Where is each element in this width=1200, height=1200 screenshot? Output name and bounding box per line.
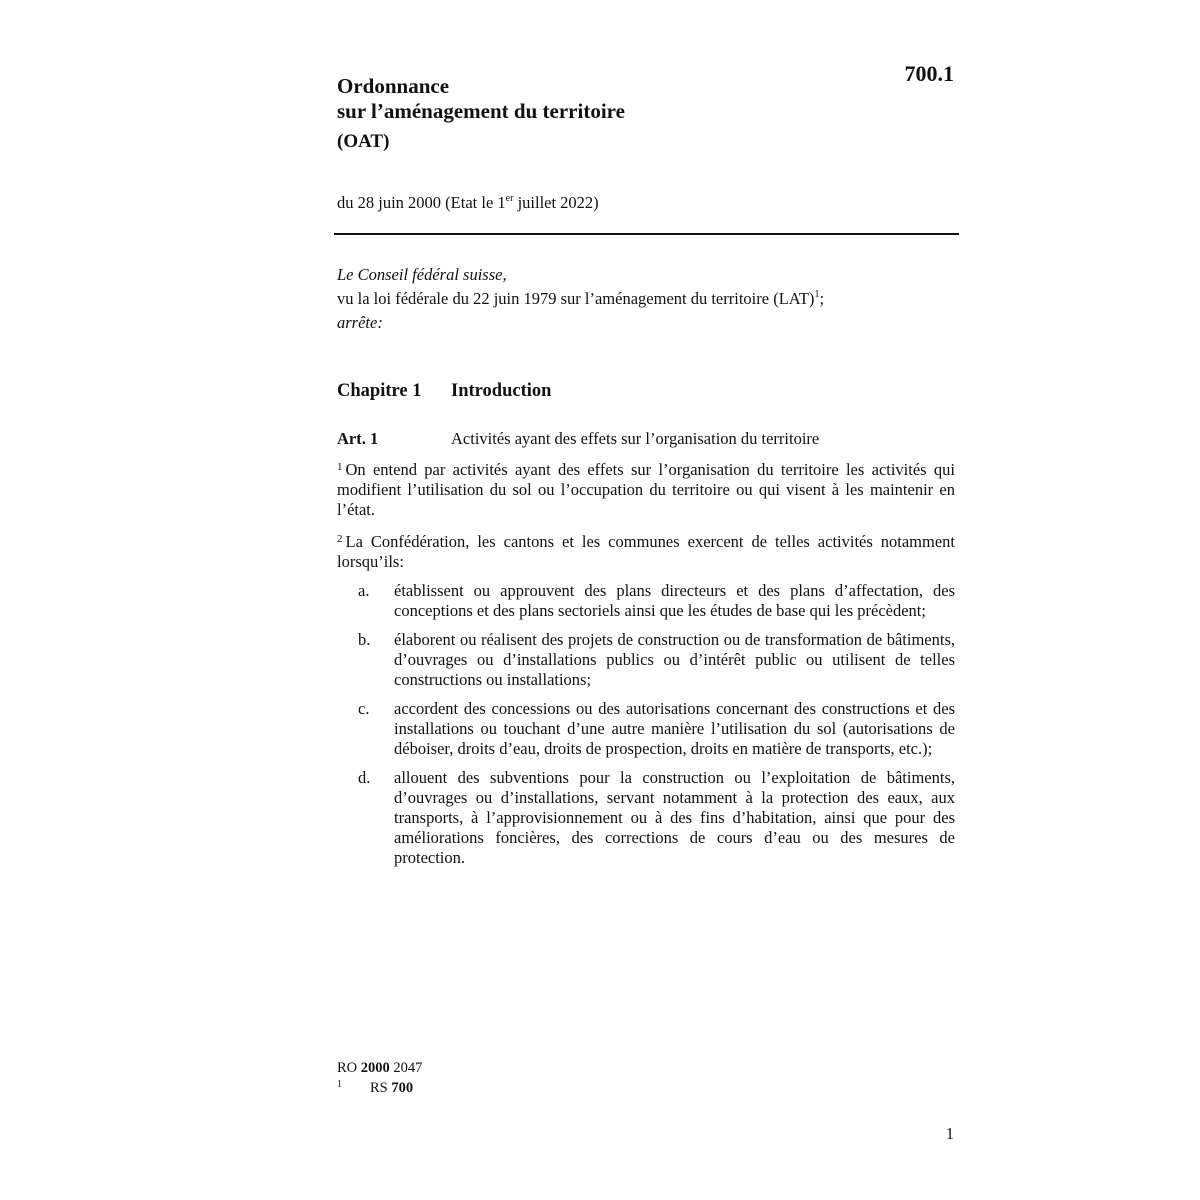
preamble-basis-end: ;	[819, 289, 825, 308]
document-date	[337, 192, 599, 214]
footnote-ref-1[interactable]: 1	[814, 288, 820, 300]
paragraph-1	[337, 457, 955, 520]
paragraph-number: 2	[337, 533, 343, 545]
article-label: Art. 1	[337, 429, 379, 448]
date-prefix: du 28 juin 2000 (Etat le 1	[337, 193, 506, 212]
footnote-number: 1	[337, 1079, 342, 1090]
document-number: 700.1	[904, 61, 954, 86]
paragraph-text: On entend par activités ayant des effets sur l’organisation du territoire les activités qui modifient l’utilisation du sol ou l’occupation du territoire ou qui visent à les maintenir en l’état.	[337, 460, 955, 519]
article-title: Activités ayant des effets sur l’organisation du territoire	[451, 429, 820, 448]
item-text: accordent des concessions ou des autorisations concernant des constructions et des installations ou touchant d’une autre manière l’utilisation du sol (autorisations de déboiser, droits d’eau, droits de prospection, droits en matière de transports, etc.);	[394, 699, 955, 758]
item-letter: a.	[358, 581, 370, 600]
item-letter: d.	[358, 768, 371, 787]
paragraph-number: 1	[337, 461, 343, 473]
paragraph-text: La Confédération, les cantons et les communes exercent de telles activités notamment lorsqu’ils:	[337, 532, 955, 571]
chapter-title: Introduction	[451, 381, 552, 401]
item-text: allouent des subventions pour la construction ou l’exploitation de bâtiments, d’ouvrages ou d’installations, servant notamment à la protection des eaux, aux transports, à l’approvisionnement ou à des fins d’habitation, ainsi que pour des améliorations foncières, des corrections de cours d’eau ou des mesures de protection.	[394, 768, 955, 867]
item-text: établissent ou approuvent des plans directeurs et des plans d’affectation, des conceptions et des plans sectoriels ainsi que les études de base qui les précèdent;	[394, 581, 955, 620]
paragraph-2	[337, 529, 955, 572]
chapter-heading	[337, 378, 551, 404]
footnote-prefix: RS	[370, 1080, 388, 1096]
preamble-decree: arrête:	[337, 313, 383, 332]
header-divider	[334, 233, 959, 235]
document-title	[337, 74, 625, 154]
list-item	[337, 699, 955, 759]
preamble-basis-text: vu la loi fédérale du 22 juin 1979 sur l’aménagement du territoire (LAT)	[337, 289, 815, 308]
list-item	[337, 581, 955, 621]
article-body	[337, 457, 955, 877]
article-items	[337, 581, 955, 868]
item-letter: b.	[358, 630, 371, 649]
date-superscript: er	[505, 192, 514, 204]
official-compilation-ref	[337, 1058, 422, 1078]
preamble-basis	[337, 287, 957, 311]
preamble-authority: Le Conseil fédéral suisse,	[337, 265, 507, 284]
chapter-label: Chapitre 1	[337, 381, 422, 401]
title-line-2: sur l’aménagement du territoire	[337, 99, 625, 123]
footnotes	[337, 1058, 422, 1098]
list-item	[337, 768, 955, 868]
title-line-1: Ordonnance	[337, 74, 450, 98]
ro-page: 2047	[389, 1060, 423, 1076]
ro-prefix: RO	[337, 1060, 361, 1076]
title-abbreviation: (OAT)	[337, 131, 390, 152]
footnote-rs-number[interactable]: 700	[391, 1080, 414, 1096]
footnote-1	[337, 1078, 422, 1098]
preamble	[337, 263, 957, 335]
list-item	[337, 630, 955, 690]
item-text: élaborent ou réalisent des projets de construction ou de transformation de bâtiments, d’ouvrages ou d’installations publics ou d’intérêt public ou utilisent de telles constructions ou installations;	[394, 630, 955, 689]
page-number: 1	[945, 1124, 954, 1143]
ro-year: 2000	[360, 1060, 390, 1076]
item-letter: c.	[358, 699, 370, 718]
date-suffix: juillet 2022)	[513, 193, 599, 212]
article-heading	[337, 428, 819, 450]
